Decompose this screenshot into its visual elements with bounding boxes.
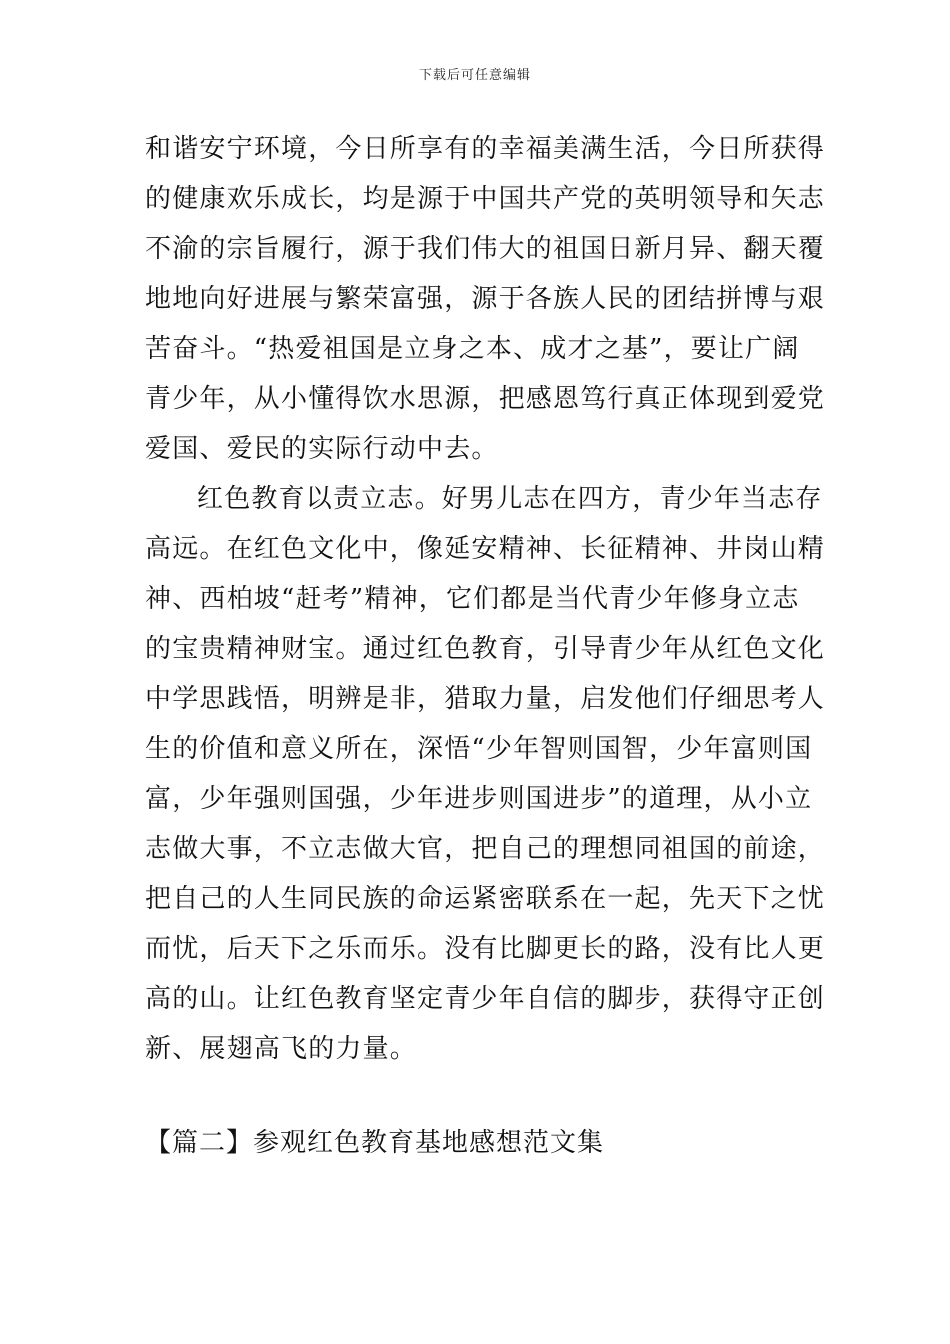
text-line: 不渝的宗旨履行，源于我们伟大的祖国日新月异、翻天覆 bbox=[145, 234, 826, 264]
text-line: 志做大事，不立志做大官，把自己的理想同祖国的前途， bbox=[145, 834, 826, 864]
text-line: 神、西柏坡“赶考”精神，它们都是当代青少年修身立志 bbox=[145, 584, 800, 614]
text-line: 富，少年强则国强，少年进步则国进步”的道理，从小立 bbox=[145, 784, 813, 814]
text-line: 的健康欢乐成长，均是源于中国共产党的英明领导和矢志 bbox=[145, 184, 826, 214]
text-line: 把自己的人生同民族的命运紧密联系在一起，先天下之忧 bbox=[145, 884, 826, 914]
text-line: 中学思践悟，明辨是非，猎取力量，启发他们仔细思考人 bbox=[145, 684, 826, 714]
text-line: 苦奋斗。“热爱祖国是立身之本、成才之基”，要让广阔 bbox=[145, 334, 800, 364]
text-line: 青少年，从小懂得饮水思源，把感恩笃行真正体现到爱党 bbox=[145, 384, 826, 414]
text-line: 新、展翅高飞的力量。 bbox=[145, 1034, 418, 1064]
text-line: 红色教育以责立志。好男儿志在四方，青少年当志存 bbox=[197, 484, 823, 514]
text-line: 地地向好进展与繁荣富强，源于各族人民的团结拼博与艰 bbox=[145, 284, 826, 314]
section-heading: 【篇二】参观红色教育基地感想范文集 bbox=[145, 1128, 605, 1158]
text-line: 高的山。让红色教育坚定青少年自信的脚步，获得守正创 bbox=[145, 984, 826, 1014]
text-line: 和谐安宁环境，今日所享有的幸福美满生活，今日所获得 bbox=[145, 134, 826, 164]
header-note: 下载后可任意编辑 bbox=[418, 68, 531, 83]
text-line: 而忧，后天下之乐而乐。没有比脚更长的路，没有比人更 bbox=[145, 934, 826, 964]
text-line: 的宝贵精神财宝。通过红色教育，引导青少年从红色文化 bbox=[145, 634, 826, 664]
text-line: 生的价值和意义所在，深悟“少年智则国智，少年富则国 bbox=[145, 734, 813, 764]
text-line: 爱国、爱民的实际行动中去。 bbox=[145, 434, 499, 464]
text-line: 高远。在红色文化中，像延安精神、长征精神、井岗山精 bbox=[145, 534, 826, 564]
